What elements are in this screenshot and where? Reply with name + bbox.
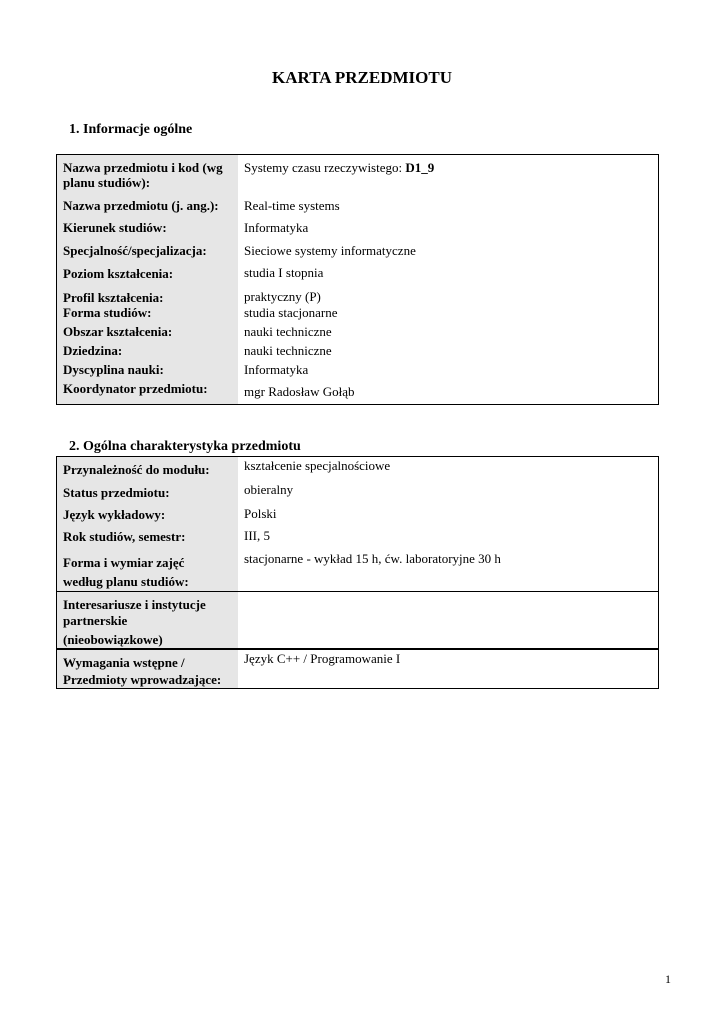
characteristics-table (56, 456, 659, 592)
course-coordinator-value: mgr Radosław Gołąb (238, 381, 659, 405)
class-form-label-line2: według planu studiów: (63, 573, 189, 589)
class-form-label-line1: Forma i wymiar zajęć (63, 554, 185, 570)
year-semester-value: III, 5 (238, 525, 659, 548)
education-area-label: Obszar kształcenia: (57, 324, 239, 343)
education-level-label: Poziom kształcenia: (57, 262, 239, 285)
general-info-table (56, 154, 659, 405)
class-form-label (57, 548, 239, 592)
module-affiliation-value: kształcenie specjalnościowe (238, 457, 659, 480)
course-name-en-label: Nazwa przedmiotu (j. ang.): (57, 195, 239, 217)
specialization-value: Sieciowe systemy informatyczne (238, 240, 659, 262)
course-name-value (238, 155, 659, 195)
education-profile-label: Profil kształcenia: (57, 285, 239, 305)
education-profile-value: praktyczny (P) (238, 285, 659, 305)
year-semester-label: Rok studiów, semestr: (57, 525, 239, 548)
prerequisites-label: Wymagania wstępne / Przedmioty wprowadzające: (57, 650, 239, 689)
stakeholders-value (238, 592, 659, 649)
course-code: D1_9 (405, 160, 435, 175)
education-area-value: nauki techniczne (238, 324, 659, 343)
prerequisites-value: Język C++ / Programowanie I (238, 650, 659, 689)
course-status-value: obieralny (238, 480, 659, 503)
course-status-label: Status przedmiotu: (57, 480, 239, 503)
course-coordinator-label: Koordynator przedmiotu: (57, 381, 239, 405)
domain-value: nauki techniczne (238, 343, 659, 362)
course-name-text: Systemy czasu rzeczywistego: (244, 160, 406, 175)
study-form-label: Forma studiów: (57, 305, 239, 324)
prerequisites-table (56, 649, 659, 689)
stakeholders-label (57, 592, 239, 649)
course-name-en-value: Real-time systems (238, 195, 659, 217)
stakeholders-label-line1: Interesariusze i instytucje partnerskie (63, 597, 206, 628)
class-form-value: stacjonarne - wykład 15 h, ćw. laboratoryjne 30 h (238, 548, 659, 592)
document-title: KARTA PRZEDMIOTU (272, 68, 452, 87)
education-level-value: studia I stopnia (238, 262, 659, 285)
domain-label: Dziedzina: (57, 343, 239, 362)
scientific-discipline-label: Dyscyplina nauki: (57, 362, 239, 381)
section-heading-characteristics: 2. Ogólna charakterystyka przedmiotu (69, 439, 301, 454)
stakeholders-table (56, 591, 659, 649)
stakeholders-label-line2: (nieobowiązkowe) (63, 632, 163, 647)
field-of-study-value: Informatyka (238, 217, 659, 240)
teaching-language-label: Język wykładowy: (57, 503, 239, 525)
teaching-language-value: Polski (238, 503, 659, 525)
course-name-label: Nazwa przedmiotu i kod (wg planu studiów): (57, 155, 239, 195)
module-affiliation-label: Przynależność do modułu: (57, 457, 239, 480)
section-heading-general-info: 1. Informacje ogólne (69, 122, 193, 137)
scientific-discipline-value: Informatyka (238, 362, 659, 381)
page-number: 1 (665, 972, 671, 986)
specialization-label: Specjalność/specjalizacja: (57, 240, 239, 262)
field-of-study-label: Kierunek studiów: (57, 217, 239, 240)
study-form-value: studia stacjonarne (238, 305, 659, 324)
